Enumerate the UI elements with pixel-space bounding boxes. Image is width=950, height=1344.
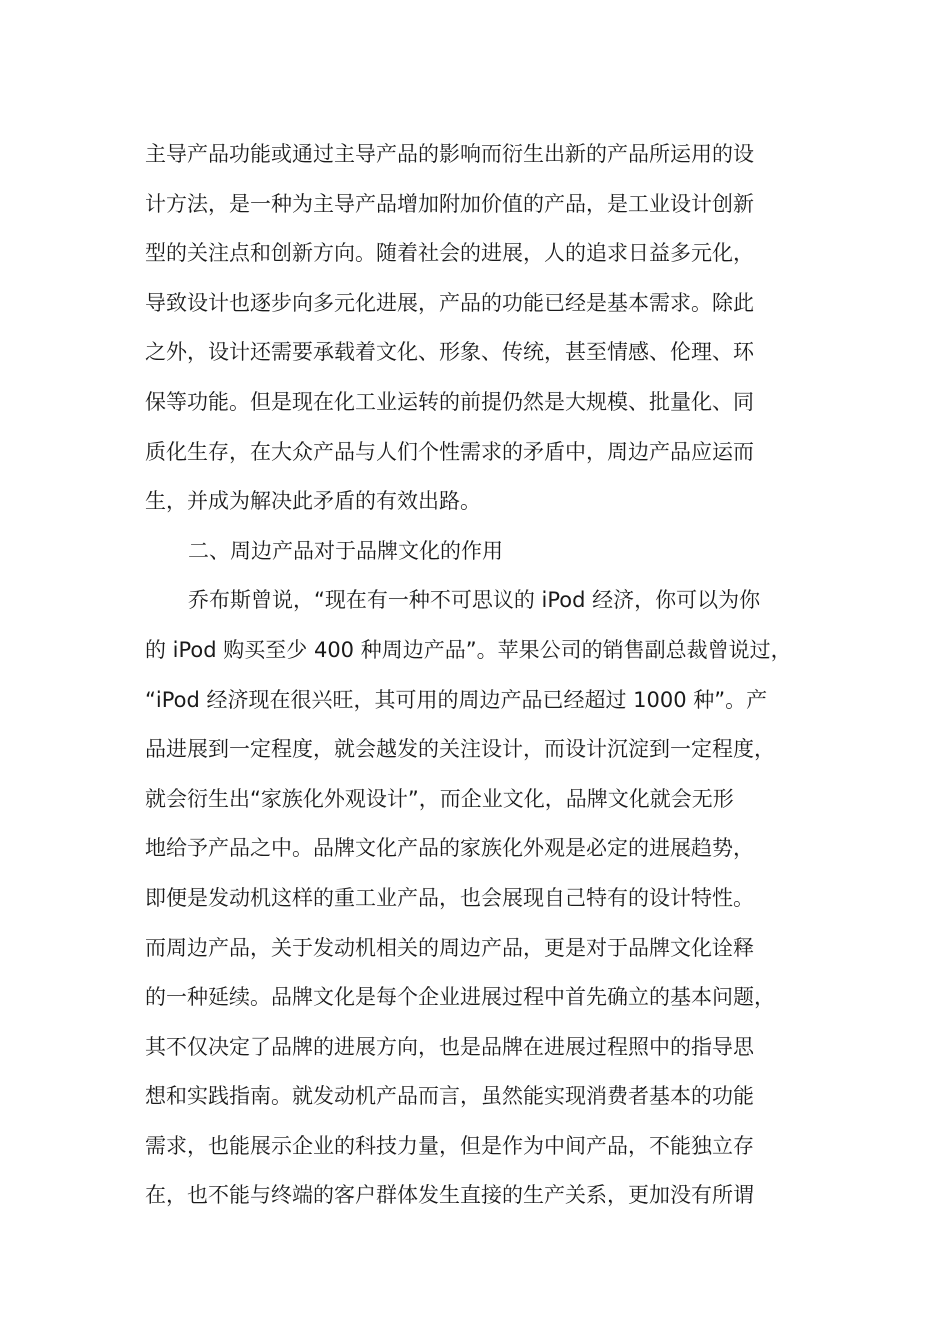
paragraph-line: 想和实践指南。就发动机产品而言，虽然能实现消费者基本的功能 — [145, 1084, 754, 1109]
paragraph-line: 导致设计也逐步向多元化进展，产品的功能已经是基本需求。除此 — [145, 290, 754, 315]
paragraph-line: 就会衍生出“家族化外观设计”，而企业文化，品牌文化就会无形 — [145, 786, 734, 811]
paragraph-line: 型的关注点和创新方向。随着社会的进展，人的追求日益多元化， — [145, 241, 754, 266]
paragraph-line: 其不仅决定了品牌的进展方向，也是品牌在进展过程照中的指导思 — [145, 1034, 754, 1059]
paragraph-line: 乔布斯曾说，“现在有一种不可思议的 iPod 经济，你可以为你 — [188, 588, 761, 613]
paragraph-line: 保等功能。但是现在化工业运转的前提仍然是大规模、批量化、同 — [145, 389, 754, 414]
paragraph-line: 品进展到一定程度，就会越发的关注设计，而设计沉淀到一定程度， — [145, 737, 775, 762]
paragraph-line: 即便是发动机这样的重工业产品，也会展现自己特有的设计特性。 — [145, 885, 754, 910]
paragraph-line: 质化生存，在大众产品与人们个性需求的矛盾中，周边产品应运而 — [145, 439, 754, 464]
paragraph-line: 而周边产品，关于发动机相关的周边产品，更是对于品牌文化诠释 — [145, 935, 754, 960]
paragraph-line: 计方法，是一种为主导产品增加附加价值的产品，是工业设计创新 — [145, 191, 754, 216]
section-heading: 二、周边产品对于品牌文化的作用 — [188, 538, 503, 563]
paragraph-line: 主导产品功能或通过主导产品的影响而衍生出新的产品所运用的设 — [145, 142, 754, 166]
paragraph-line: 生，并成为解决此矛盾的有效出路。 — [145, 489, 481, 514]
paragraph-line: “iPod 经济现在很兴旺，其可用的周边产品已经超过 1000 种”。产 — [145, 687, 768, 712]
paragraph-line: 之外，设计还需要承载着文化、形象、传统，甚至情感、伦理、环 — [145, 340, 754, 365]
paragraph-line: 的 iPod 购买至少 400 种周边产品”。苹果公司的销售副总裁曾说过， — [145, 637, 792, 662]
paragraph-line: 在，也不能与终端的客户群体发生直接的生产关系，更加没有所谓 — [145, 1183, 754, 1208]
paragraph-line: 的一种延续。品牌文化是每个企业进展过程中首先确立的基本问题， — [145, 985, 775, 1010]
paragraph-line: 需求，也能展示企业的科技力量，但是作为中间产品，不能独立存 — [145, 1133, 754, 1158]
paragraph-line: 地给予产品之中。品牌文化产品的家族化外观是必定的进展趋势， — [145, 836, 754, 861]
body-text — [145, 130, 815, 1221]
